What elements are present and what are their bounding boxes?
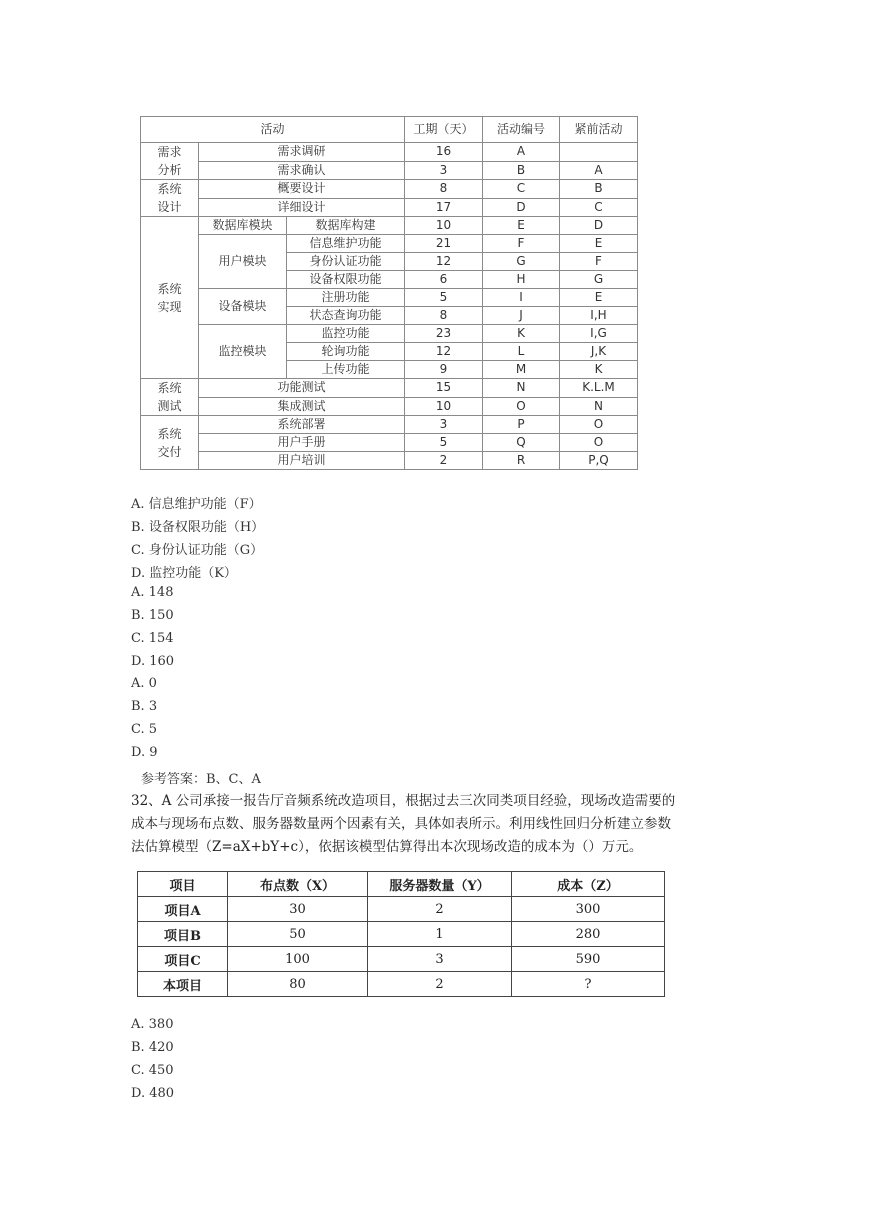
table-row [141,289,638,307]
activity-name: 监控功能 [287,325,405,343]
activity-code: F [483,235,560,253]
table-row [138,897,665,922]
activity-pred: G [560,271,638,289]
project-name: 项目B [138,922,228,947]
group-requirements [141,143,199,180]
activity-code: C [483,180,560,199]
activity-code: H [483,271,560,289]
project-points: 100 [228,947,368,972]
activity-name: 功能测试 [199,379,405,398]
activity-duration: 2 [405,452,483,470]
header-activity: 活动 [141,117,405,143]
activity-duration: 8 [405,180,483,199]
module-database: 数据库模块 [199,217,287,235]
activity-name: 概要设计 [199,180,405,199]
table-row [141,161,638,180]
activity-pred [560,143,638,162]
module-user: 用户模块 [199,235,287,289]
activity-name: 用户手册 [199,434,405,452]
activity-name: 数据库构建 [287,217,405,235]
project-cost: ? [512,972,665,997]
activity-name: 需求调研 [199,143,405,162]
activity-duration: 9 [405,361,483,379]
project-name: 本项目 [138,972,228,997]
activity-pred: D [560,217,638,235]
activity-code: O [483,397,560,416]
option-q1-a: A. 信息维护功能（F） [131,497,262,512]
activity-pred: J,K [560,343,638,361]
group-label: 系统 交付 [157,426,182,459]
module-device: 设备模块 [199,289,287,325]
table-row [141,325,638,343]
project-servers: 2 [368,972,512,997]
reference-answer: 参考答案：B、C、A [141,772,261,787]
header-project: 项目 [138,872,228,897]
activity-code: L [483,343,560,361]
table-row [141,235,638,253]
option-q1-d: D. 监控功能（K） [131,566,237,581]
table-row [141,452,638,470]
cost-table-header [138,872,665,897]
option-q3-c: C. 5 [131,722,158,737]
activity-code: B [483,161,560,180]
table-row [141,379,638,398]
activity-duration: 16 [405,143,483,162]
table-row [141,198,638,217]
option-q2-d: D. 160 [131,654,175,669]
table-row [141,217,638,235]
activity-pred: I,H [560,307,638,325]
cost-table [137,871,665,997]
table-row [141,397,638,416]
activity-name: 设备权限功能 [287,271,405,289]
activity-code: D [483,198,560,217]
activity-duration: 23 [405,325,483,343]
option-q4-c: C. 450 [131,1063,174,1078]
activity-pred: O [560,434,638,452]
activity-pred: B [560,180,638,199]
activity-code: Q [483,434,560,452]
activity-code: N [483,379,560,398]
activity-name: 上传功能 [287,361,405,379]
activity-code: G [483,253,560,271]
project-cost: 590 [512,947,665,972]
option-q3-d: D. 9 [131,745,158,760]
table-row [141,416,638,434]
activity-duration: 12 [405,343,483,361]
activity-code: J [483,307,560,325]
activity-code: M [483,361,560,379]
activity-pred: P,Q [560,452,638,470]
table-row [138,922,665,947]
project-name: 项目A [138,897,228,922]
project-points: 80 [228,972,368,997]
option-q4-a: A. 380 [131,1017,174,1032]
activity-pred: K [560,361,638,379]
question-32 [131,790,751,859]
activity-code: R [483,452,560,470]
activity-pred: E [560,289,638,307]
header-predecessor: 紧前活动 [560,117,638,143]
group-delivery [141,416,199,470]
module-monitor: 监控模块 [199,325,287,379]
table-row [141,143,638,162]
activity-name: 详细设计 [199,198,405,217]
activity-pred: A [560,161,638,180]
activity-duration: 3 [405,416,483,434]
option-q1-b: B. 设备权限功能（H） [131,520,265,535]
project-servers: 3 [368,947,512,972]
activity-duration: 6 [405,271,483,289]
activity-pred: E [560,235,638,253]
project-cost: 300 [512,897,665,922]
activity-duration: 5 [405,289,483,307]
activity-name: 系统部署 [199,416,405,434]
activity-name: 注册功能 [287,289,405,307]
activity-pred: I,G [560,325,638,343]
activity-duration: 12 [405,253,483,271]
activity-name: 状态查询功能 [287,307,405,325]
activity-duration: 21 [405,235,483,253]
option-q4-d: D. 480 [131,1086,175,1101]
activity-duration: 10 [405,217,483,235]
project-servers: 2 [368,897,512,922]
activity-name: 身份认证功能 [287,253,405,271]
project-name: 项目C [138,947,228,972]
header-code: 活动编号 [483,117,560,143]
group-design [141,180,199,217]
header-duration: 工期（天） [405,117,483,143]
activity-name: 轮询功能 [287,343,405,361]
activity-name: 用户培训 [199,452,405,470]
activity-duration: 10 [405,397,483,416]
group-testing [141,379,199,416]
option-q2-c: C. 154 [131,631,174,646]
question-line: 32、A 公司承接一报告厅音频系统改造项目，根据过去三次同类项目经验，现场改造需要的 [131,793,676,809]
activity-code: K [483,325,560,343]
option-q2-a: A. 148 [131,585,174,600]
header-cost: 成本（Z） [512,872,665,897]
activity-code: P [483,416,560,434]
option-q4-b: B. 420 [131,1040,174,1055]
question-line: 法估算模型（Z=aX+bY+c），依据该模型估算得出本次现场改造的成本为（）万元。 [131,839,643,855]
activity-duration: 17 [405,198,483,217]
activity-name: 需求确认 [199,161,405,180]
activity-code: A [483,143,560,162]
activity-pred: K.L.M [560,379,638,398]
option-q2-b: B. 150 [131,608,174,623]
header-servers: 服务器数量（Y） [368,872,512,897]
group-label: 需求 分析 [157,145,182,177]
activity-table [140,116,638,470]
table-row [138,972,665,997]
activity-pred: N [560,397,638,416]
activity-pred: F [560,253,638,271]
table-row [141,180,638,199]
option-q3-b: B. 3 [131,699,158,714]
header-points: 布点数（X） [228,872,368,897]
question-line: 成本与现场布点数、服务器数量两个因素有关，具体如表所示。利用线性回归分析建立参数 [131,816,671,832]
activity-duration: 8 [405,307,483,325]
project-servers: 1 [368,922,512,947]
activity-name: 信息维护功能 [287,235,405,253]
activity-duration: 5 [405,434,483,452]
group-label: 系统 设计 [157,182,182,214]
activity-table-header [141,117,638,143]
activity-pred: O [560,416,638,434]
project-cost: 280 [512,922,665,947]
table-row [141,434,638,452]
table-row [138,947,665,972]
activity-code: E [483,217,560,235]
project-points: 50 [228,922,368,947]
activity-duration: 3 [405,161,483,180]
activity-code: I [483,289,560,307]
activity-name: 集成测试 [199,397,405,416]
group-label: 系统 实现 [157,281,182,314]
option-q3-a: A. 0 [131,676,157,691]
activity-duration: 15 [405,379,483,398]
option-q1-c: C. 身份认证功能（G） [131,543,264,558]
group-implementation [141,217,199,379]
activity-pred: C [560,198,638,217]
group-label: 系统 测试 [157,381,182,413]
project-points: 30 [228,897,368,922]
